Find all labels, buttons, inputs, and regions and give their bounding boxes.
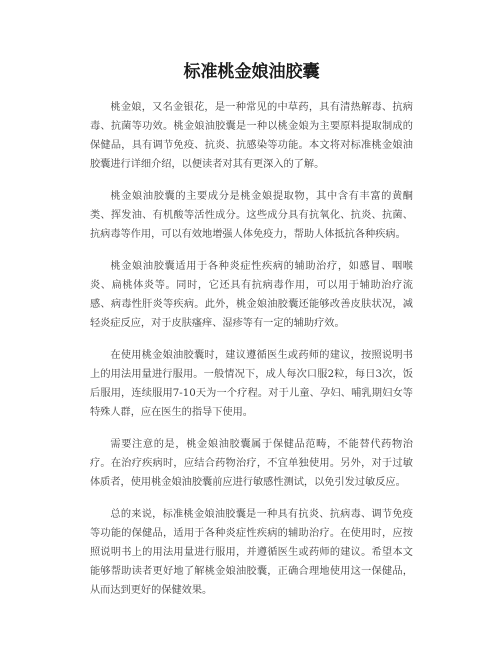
paragraph-5: 需要注意的是，桃金娘油胶囊属于保健品范畴，不能替代药物治疗。在治疗疾病时，应结合药物治疗，不宜单独使用。另外，对于过敏体质者，使用桃金娘油胶囊前应进行敏感性测试，以免引发过敏反应。 [90, 439, 413, 488]
document-body [90, 98, 413, 600]
document-title: 标准桃金娘油胶囊 [183, 62, 320, 82]
paragraph-6: 总的来说，标准桃金娘油胶囊是一种具有抗炎、抗病毒、调节免疫等功能的保健品，适用于各种炎症性疾病的辅助治疗。在使用时，应按照说明书上的用法用量进行服用，并遵循医生或药师的建议。希望本文能够帮助读者更好地了解桃金娘油胶囊，正确合理地使用这一保健品，从而达到更好的保健效果。 [90, 509, 413, 596]
paragraph-2: 桃金娘油胶囊的主要成分是桃金娘提取物，其中含有丰富的黄酮类、挥发油、有机酸等活性成分。这些成分具有抗氧化、抗炎、抗菌、抗病毒等作用，可以有效地增强人体免疫力，帮助人体抵抗各种疾病。 [90, 191, 413, 240]
paragraph-1: 桃金娘，又名金银花，是一种常见的中草药，具有清热解毒、抗病毒、抗菌等功效。桃金娘油胶囊是一种以桃金娘为主要原料提取制成的保健品，具有调节免疫、抗炎、抗感染等功能。本文将对标准桃金娘油胶囊进行详细介绍，以便读者对其有更深入的了解。 [90, 102, 413, 170]
paragraph-3: 桃金娘油胶囊适用于各种炎症性疾病的辅助治疗，如感冒、咽喉炎、扁桃体炎等。同时，它还具有抗病毒作用，可以用于辅助治疗流感、病毒性肝炎等疾病。此外，桃金娘油胶囊还能够改善皮肤状况，减轻炎症反应，对于皮肤瘙痒、湿疹等有一定的辅助疗效。 [90, 261, 413, 329]
paragraph-4: 在使用桃金娘油胶囊时，建议遵循医生或药师的建议，按照说明书上的用法用量进行服用。一般情况下，成人每次口服2粒，每日3次，饭后服用，连续服用7-10天为一个疗程。对于儿童、孕妇、哺乳期妇女等特殊人群，应在医生的指导下使用。 [90, 350, 413, 418]
